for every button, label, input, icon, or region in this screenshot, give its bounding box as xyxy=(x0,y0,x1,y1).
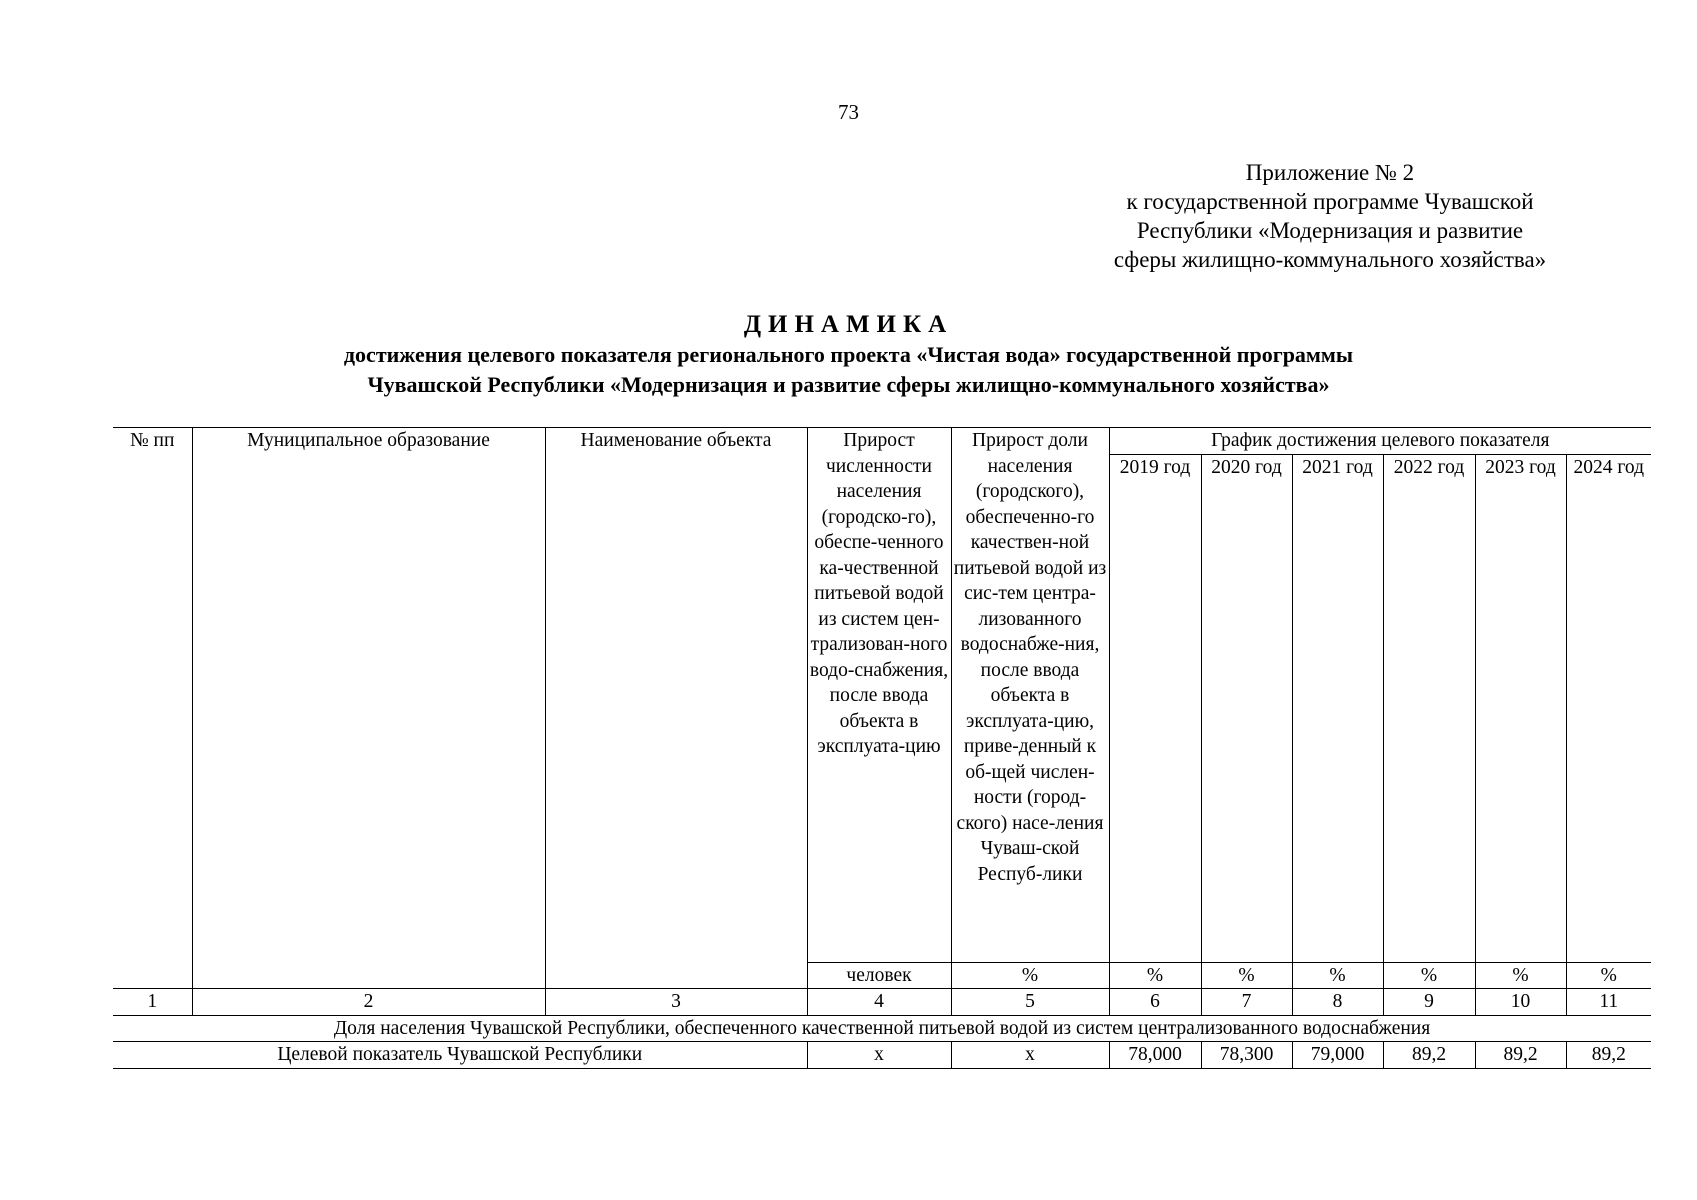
annex-line-3: Республики «Модернизация и развитие xyxy=(1136,218,1524,243)
annex-heading xyxy=(1080,158,1580,274)
unit-2019: % xyxy=(1109,962,1201,989)
unit-growth-share: % xyxy=(951,962,1109,989)
unit-2021: % xyxy=(1292,962,1383,989)
header-year-2022: 2022 год xyxy=(1383,454,1475,962)
col-number-4: 4 xyxy=(807,989,951,1016)
unit-2024: % xyxy=(1566,962,1651,989)
target-row-label: Целевой показатель Чувашской Республики xyxy=(113,1042,807,1069)
col-number-1: 1 xyxy=(113,989,192,1016)
column-numbers-row xyxy=(113,989,1651,1016)
target-row xyxy=(113,1042,1651,1069)
header-year-2021: 2021 год xyxy=(1292,454,1383,962)
annex-line-2: к государственной программе Чувашской xyxy=(1126,189,1534,214)
target-value-2024: 89,2 xyxy=(1566,1042,1651,1069)
target-value-2019: 78,000 xyxy=(1109,1042,1201,1069)
header-row xyxy=(113,428,1651,455)
header-num: № пп xyxy=(113,428,192,989)
target-value-2021: 79,000 xyxy=(1292,1042,1383,1069)
col-number-7: 7 xyxy=(1201,989,1292,1016)
target-growth-population: х xyxy=(807,1042,951,1069)
col-number-2: 2 xyxy=(192,989,545,1016)
target-growth-share: х xyxy=(951,1042,1109,1069)
title-line-2: достижения целевого показателя регионального проекта «Чистая вода» государственной программы xyxy=(343,342,1354,367)
unit-2023: % xyxy=(1475,962,1566,989)
col-number-5: 5 xyxy=(951,989,1109,1016)
header-growth-share: Прирост доли населения (городского), обеспеченно-го качествен-ной питьевой водой из сис-тем центра-лизованного водоснабже-ния, после ввода объекта в эксплуата-цию, приве-денный к об-щей числен-ности (город-ского) насе-ления Чуваш-ской Респуб-лики xyxy=(951,428,1109,963)
header-object: Наименование объекта xyxy=(545,428,807,989)
unit-2020: % xyxy=(1201,962,1292,989)
header-growth-population: Прирост численности населения (городско-го), обеспе-ченного ка-чественной питьевой водой из систем цен-трализован-ного водо-снабжения, после ввода объекта в эксплуата-цию xyxy=(807,428,951,963)
col-number-11: 11 xyxy=(1566,989,1651,1016)
header-schedule: График достижения целевого показателя xyxy=(1109,428,1651,455)
header-year-2019: 2019 год xyxy=(1109,454,1201,962)
target-value-2023: 89,2 xyxy=(1475,1042,1566,1069)
title-main: ДИНАМИКА xyxy=(743,311,954,338)
title-line-3: Чувашской Республики «Модернизация и развитие сферы жилищно-коммунального хозяйства» xyxy=(367,372,1330,397)
col-number-8: 8 xyxy=(1292,989,1383,1016)
target-value-2022: 89,2 xyxy=(1383,1042,1475,1069)
header-year-2023: 2023 год xyxy=(1475,454,1566,962)
section-row-label: Доля населения Чувашской Республики, обеспеченного качественной питьевой водой из систем централизованного водоснабжения xyxy=(113,1015,1651,1042)
section-row xyxy=(113,1015,1651,1042)
annex-line-4: сферы жилищно-коммунального хозяйства» xyxy=(1113,247,1547,272)
col-number-6: 6 xyxy=(1109,989,1201,1016)
dynamics-table xyxy=(113,427,1651,1069)
col-number-3: 3 xyxy=(545,989,807,1016)
target-value-2020: 78,300 xyxy=(1201,1042,1292,1069)
annex-line-1: Приложение № 2 xyxy=(1245,160,1415,185)
col-number-10: 10 xyxy=(1475,989,1566,1016)
col-number-9: 9 xyxy=(1383,989,1475,1016)
unit-2022: % xyxy=(1383,962,1475,989)
unit-growth-population: человек xyxy=(807,962,951,989)
header-year-2020: 2020 год xyxy=(1201,454,1292,962)
document-title xyxy=(0,310,1697,400)
header-year-2024: 2024 год xyxy=(1566,454,1651,962)
header-municipality: Муниципальное образование xyxy=(192,428,545,989)
page-number: 73 xyxy=(838,100,859,124)
